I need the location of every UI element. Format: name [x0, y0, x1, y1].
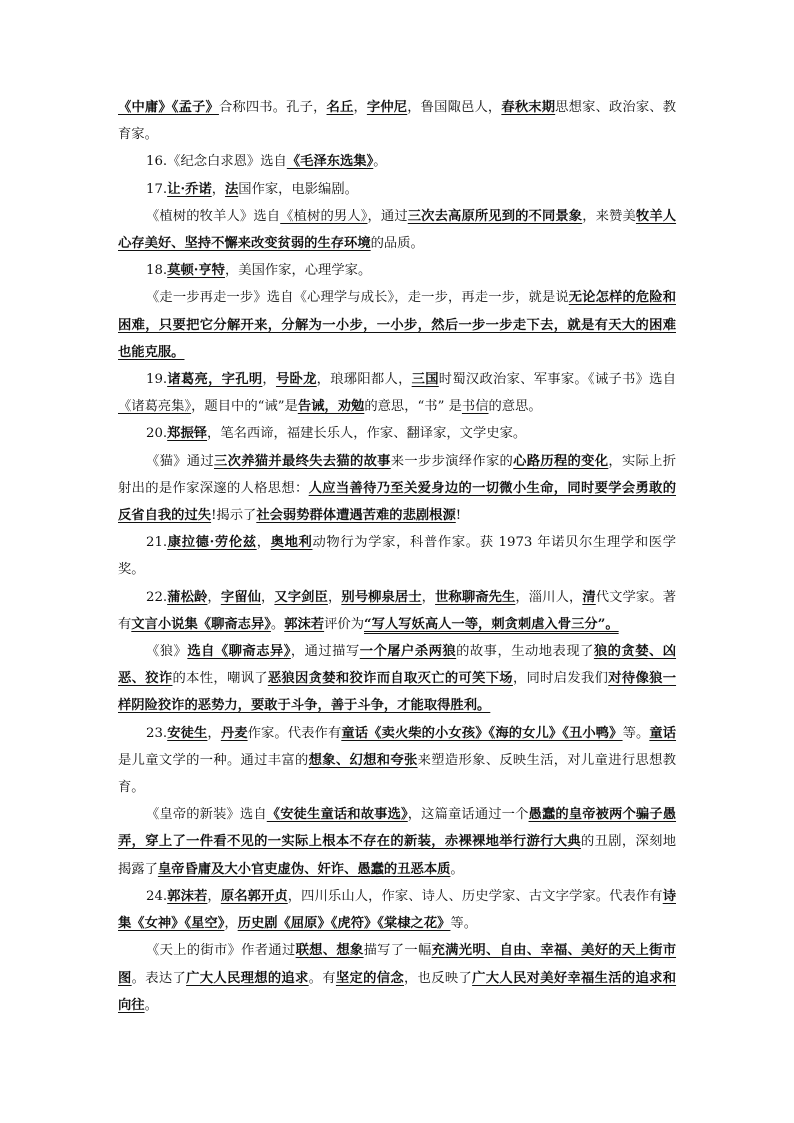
- emphasis-text: 号卧龙: [275, 372, 317, 388]
- body-text: ，四川乐山人，作家、诗人、历史学家、古文字学家。代表作有: [287, 888, 663, 904]
- paragraph-p8: [118, 448, 676, 530]
- paragraph-p15: [118, 937, 676, 1019]
- emphasis-text: 社会弱势群体遭遇苦难的悲剧根源: [256, 508, 456, 524]
- body-text: ，通过: [367, 208, 408, 224]
- emphasis-text: 想象、幻想和夸张: [308, 752, 418, 768]
- body-text: ，美国作家，心理学家。: [224, 263, 372, 279]
- emphasis-text: 又字剑臣: [274, 589, 328, 605]
- body-text: 合称四书。孔子，: [218, 100, 327, 115]
- emphasis-text: 别号柳泉居士: [341, 589, 422, 605]
- paragraph-p13: [118, 801, 676, 883]
- emphasis-text: 《安徒生童话和故事选》: [266, 807, 408, 823]
- emphasis-text: 广大人民对美好幸福生活的追求和向往: [118, 970, 677, 1013]
- body-text: 评价为: [324, 616, 364, 632]
- body-text: 。表达了: [131, 970, 187, 986]
- body-text: 。有: [308, 970, 336, 986]
- emphasis-text: 名丘: [326, 100, 354, 115]
- emphasis-text: 诗集《女神》《星空》: [118, 888, 676, 932]
- body-text: !揭示了: [211, 508, 257, 524]
- emphasis-text: 恶狼因贪婪和狡诈而自取灭亡的可笑下场: [267, 671, 513, 687]
- emphasis-text: 童话: [649, 725, 677, 741]
- emphasis-text: 愚蠢的皇帝被两个骗子愚弄，穿上了一件看不见的一实际上根本不存在的新装，赤裸裸地举行游行大典: [118, 807, 677, 850]
- paragraph-p2: [118, 176, 676, 203]
- emphasis-text: 联想、想象: [295, 943, 364, 959]
- body-text: 《植树的牧羊人》选自: [146, 208, 281, 224]
- emphasis-text: 对待像狼一样阴险狡诈的恶势力，要敢于斗争，善于斗争，才能取得胜利。: [118, 671, 677, 714]
- emphasis-text: 莫顿·亨特: [167, 263, 225, 279]
- emphasis-text: 童话《卖火柴的小女孩》《海的女儿》《丑小鸭》: [341, 725, 623, 741]
- paragraph-p7: [118, 420, 676, 447]
- body-text: 是儿童文学的一种。通过丰富的: [118, 752, 309, 768]
- emphasis-text: 字仲尼: [366, 100, 408, 115]
- body-text: ，这篇童话通过一个: [407, 807, 529, 823]
- body-text: 18.: [146, 263, 168, 279]
- emphasis-text: 选自《聊斋志异》: [187, 644, 291, 660]
- body-text: 的故事，生动地表现了: [456, 644, 594, 660]
- emphasis-text: 奥地利: [270, 535, 313, 551]
- body-text: 代文学家。著有: [118, 589, 676, 632]
- body-text: ，: [207, 888, 221, 904]
- body-text: ，: [260, 589, 275, 605]
- emphasis-text: 告诫，劝勉: [297, 399, 365, 415]
- emphasis-text: 广大人民理想的追求: [186, 970, 309, 986]
- body-text: 16.《纪念白求恩》选自: [146, 154, 287, 170]
- body-text: 《走一步再走一步》选自《心理学与成长》，走一步，再走一步，就是说: [146, 290, 569, 306]
- body-text: 19.: [146, 372, 168, 388]
- emphasis-text: 三次养猫并最终失去猫的故事: [214, 453, 391, 469]
- body-text: 国作家，电影编剧。: [238, 181, 358, 197]
- paragraph-p11: [118, 638, 676, 720]
- emphasis-text: 原名郭开贞: [220, 888, 288, 904]
- body-text: 等。: [450, 916, 478, 932]
- body-text: 的意思。: [488, 399, 542, 415]
- body-text: 的丑剧，深刻地揭露了: [118, 834, 677, 877]
- body-text: ，鲁国陬邑人，: [407, 100, 502, 115]
- body-text: 的本性，嘲讽了: [172, 671, 268, 687]
- emphasis-text: 人应当善待乃至关爱身边的一切微小生命，同时要学会勇敢的反省自我的过失: [118, 480, 677, 524]
- paragraph-p9: [118, 529, 676, 583]
- emphasis-text: 世称聊斋先生: [435, 589, 516, 605]
- body-text: 思想家、政治家、教育家。: [118, 100, 677, 143]
- emphasis-text: 书信: [461, 399, 489, 415]
- emphasis-text: 《诸葛亮集》: [118, 399, 192, 415]
- emphasis-text: 三国: [411, 372, 439, 388]
- emphasis-text: 蒲松龄: [167, 589, 208, 605]
- body-text: 17.: [146, 181, 168, 197]
- body-text: 22.: [146, 589, 168, 605]
- body-text: 作家。代表作有: [247, 725, 342, 741]
- body-text: 来塑造形象、反映生活，对儿童进行思想教育。: [118, 752, 677, 796]
- document-body: [118, 94, 676, 1019]
- body-text: ，来赞美: [582, 208, 636, 224]
- body-text: 的意思，“书” 是: [364, 399, 462, 415]
- emphasis-text: 心路历程的变化: [513, 453, 609, 469]
- emphasis-text: 春秋末期: [501, 100, 556, 115]
- body-text: ，琅琊阳都人，: [316, 372, 412, 388]
- emphasis-text: 一个屠户杀两狼: [359, 644, 457, 660]
- emphasis-text: 历史剧《屈原》《虎符》《棠棣之花》: [237, 916, 451, 932]
- body-text: 等。: [622, 725, 650, 741]
- body-text: 。: [450, 861, 464, 877]
- paragraph-p12: [118, 720, 676, 802]
- body-text: ，题目中的“诫”是: [191, 399, 298, 415]
- emphasis-text: 文言小说集《聊斋志异》: [131, 616, 271, 632]
- body-text: ，: [256, 535, 271, 551]
- emphasis-text: 牧羊人心存美好、坚持不懈来改变贫弱的生存环境: [118, 208, 677, 252]
- body-text: 20.: [146, 426, 168, 442]
- paragraph-p3: [118, 203, 676, 257]
- paragraph-p4: [118, 257, 676, 284]
- body-text: ，淄川人，: [515, 589, 583, 605]
- emphasis-text: 坚定的信念: [335, 970, 405, 986]
- paragraph-p1: [118, 148, 676, 175]
- paragraph-p0: [118, 94, 676, 148]
- emphasis-text: 清: [582, 589, 596, 605]
- body-text: ，: [207, 589, 221, 605]
- body-text: ，通过描写: [290, 644, 360, 660]
- emphasis-text: 郭沫若: [284, 616, 325, 632]
- emphasis-text: 康拉德·劳伦兹: [167, 535, 257, 551]
- body-text: ，实际上折射出的是作家深邃的人格思想：: [118, 453, 677, 496]
- emphasis-text: 充满光明、自由、幸福、美好的天上街市图: [118, 943, 677, 986]
- body-text: ，: [224, 916, 238, 932]
- paragraph-p5: [118, 284, 676, 366]
- body-text: 。: [373, 154, 387, 170]
- body-text: 描写了一幅: [363, 943, 432, 959]
- emphasis-text: 字留仙: [220, 589, 261, 605]
- body-text: !: [455, 508, 462, 524]
- emphasis-text: 让·乔诺: [167, 181, 212, 197]
- emphasis-text: 狼的贪婪、凶恶、狡诈: [118, 644, 677, 687]
- body-text: ，: [262, 372, 276, 388]
- paragraph-p6: [118, 366, 676, 420]
- body-text: 21.: [146, 535, 168, 551]
- body-text: ，: [421, 589, 436, 605]
- body-text: ，同时启发我们: [512, 671, 609, 687]
- emphasis-text: 郑振铎: [167, 426, 208, 442]
- body-text: 。: [144, 997, 158, 1013]
- body-text: 时蜀汉政治家、军事家。《诫子书》选自: [438, 372, 677, 388]
- body-text: ，也反映了: [404, 970, 473, 986]
- body-text: ，笔名西谛，福建长乐人，作家、翻译家，文学史家。: [207, 426, 527, 442]
- body-text: ，: [353, 100, 367, 115]
- body-text: ，: [207, 725, 221, 741]
- paragraph-p10: [118, 584, 676, 638]
- emphasis-text: 郭沫若: [167, 888, 208, 904]
- emphasis-text: 安徒生: [167, 725, 208, 741]
- emphasis-text: 诸葛亮，字孔明: [167, 372, 263, 388]
- emphasis-text: 三次去高原所见到的不同景象: [407, 208, 583, 224]
- emphasis-text: 无论怎样的危险和困难，只要把它分解开来，分解为一小步，一小步，然后一步一步走下去，就是有天大的困难也能克服。: [118, 290, 676, 360]
- emphasis-text: 《中庸》《孟子》: [118, 100, 219, 115]
- emphasis-text: 《毛泽东选集》: [286, 154, 374, 170]
- emphasis-text: “写人写妖高人一等，刺贪刺虐入骨三分”。: [364, 616, 619, 632]
- body-text: 《猫》通过: [146, 453, 214, 469]
- emphasis-text: 《植树的男人》: [280, 208, 368, 224]
- body-text: ，: [327, 589, 342, 605]
- body-text: 《狼》: [146, 644, 188, 660]
- body-text: 来一步步演绎作家的: [390, 453, 514, 469]
- body-text: 24.: [146, 888, 168, 904]
- body-text: 《天上的街市》作者通过: [146, 943, 296, 959]
- paragraph-p14: [118, 883, 676, 937]
- body-text: 23.: [146, 725, 168, 741]
- body-text: 动物行为学家，科普作家。获 1973 年诺贝尔生理学和医学奖。: [118, 535, 677, 578]
- emphasis-text: 法: [224, 181, 239, 197]
- emphasis-text: 丹麦: [220, 725, 248, 741]
- emphasis-text: 皇帝昏庸及大小官吏虚伪、奸诈、愚蠢的丑恶本质: [157, 861, 451, 877]
- body-text: 。: [270, 616, 285, 632]
- body-text: 的品质。: [370, 236, 424, 252]
- body-text: 《皇帝的新装》选自: [146, 807, 267, 823]
- body-text: ，: [211, 181, 225, 197]
